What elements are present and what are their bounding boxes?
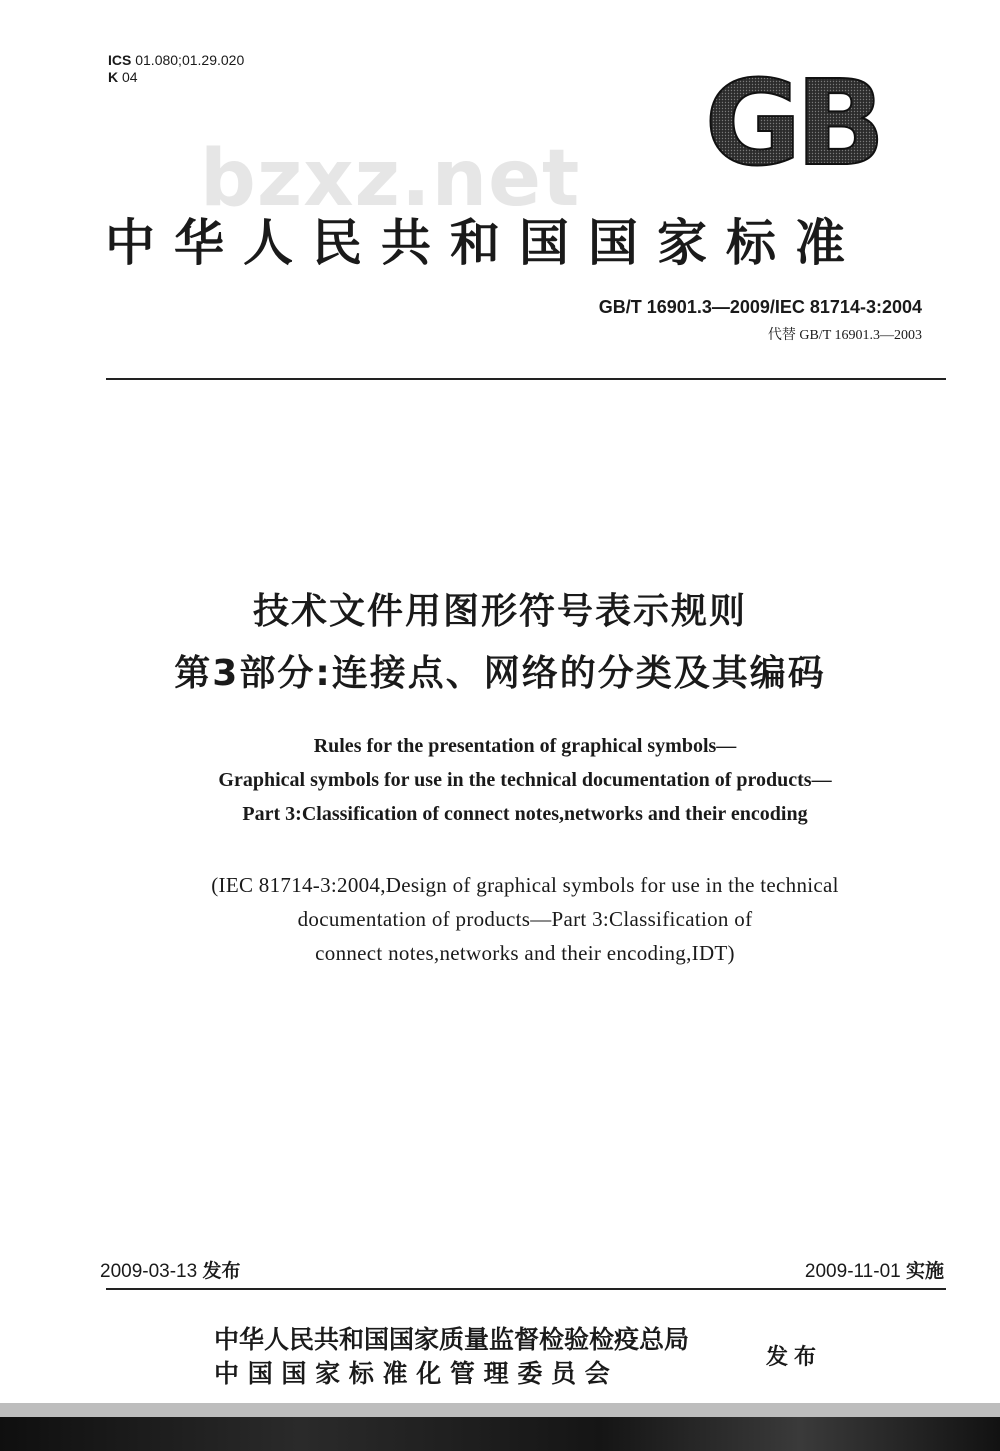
bottom-divider (106, 1288, 946, 1290)
en-title-line2: Graphical symbols for use in the technical documentation of products— (218, 769, 832, 791)
idt-line3: connect notes,networks and their encoding,IDT) (315, 941, 735, 965)
issue-date-block (100, 1256, 241, 1283)
implement-date-block (805, 1256, 944, 1283)
implement-date: 2009-11-01 (804, 1261, 901, 1282)
ics-value: 01.080;01.29.020 (135, 52, 245, 68)
k-value: 04 (122, 69, 138, 85)
ics-block (108, 52, 244, 86)
issue-date: 2009-03-13 (100, 1261, 198, 1282)
zh-title-line2: 第3部分:连接点、网络的分类及其编码 (174, 653, 826, 694)
idt-line2: documentation of products—Part 3:Classification of (297, 907, 753, 931)
en-title-line3: Part 3:Classification of connect notes,networks and their encoding (242, 803, 808, 825)
en-title-line1: Rules for the presentation of graphical symbols— (313, 735, 737, 757)
ics-label: ICS (108, 52, 132, 68)
issue-label: 发布 (202, 1260, 241, 1282)
gb-logo (688, 68, 896, 172)
watermark: bzxz.net (200, 134, 581, 224)
publisher-label: 发布 (766, 1345, 823, 1370)
publisher-org1: 中华人民共和国国家质量监督检验检疫总局 (214, 1325, 690, 1354)
k-label: K (108, 69, 119, 85)
replaces-note: 代替 GB/T 16901.3—2003 (767, 328, 922, 343)
national-standard-heading: 中华人民共和国国家标准 (105, 214, 864, 272)
scan-edge-gray (0, 1403, 1000, 1417)
implement-label: 实施 (905, 1260, 944, 1282)
zh-title-line1: 技术文件用图形符号表示规则 (252, 591, 747, 632)
top-divider (106, 378, 946, 380)
idt-line1: (IEC 81714-3:2004,Design of graphical symbols for use in the technical (211, 873, 839, 897)
standard-code: GB/T 16901.3—2009/IEC 81714-3:2004 (598, 297, 922, 317)
gb-logo-text: GB (704, 68, 880, 172)
publisher-org2: 中 国 国 家 标 准 化 管 理 委 员 会 (214, 1359, 610, 1388)
scan-edge-dark (0, 1417, 1000, 1451)
